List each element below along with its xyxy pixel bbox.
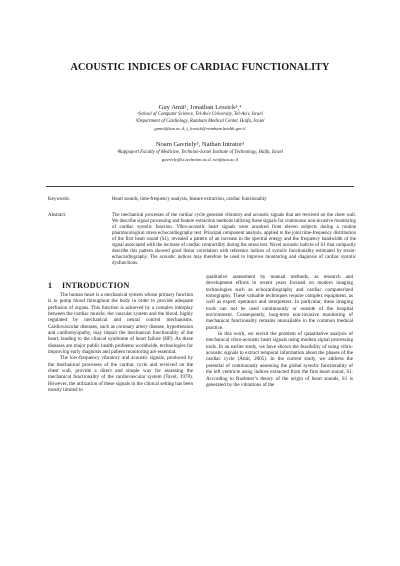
paragraph: The low-frequency vibratory and acoustic signals, produced by the mechanical processes of the cardiac cycle and received on the chest wall, provide a direct and simple way for assessing the mechanical functionality of the cardiovascular system (Tavel, 1978). However, the utilization of these signals in the clinical setting has been mostly limited to — [48, 355, 193, 394]
abstract-text: The mechanical processes of the cardiac cycle generate vibratory and acoustic signals that are received on the chest wall. We describe signal processing and feature extraction methods utilizing these signals for continuous non-invasive monitoring of cardiac systolic function. Vibro-acoustic heart signals were acquired from eleven subjects during a routine pharmacological stress echocardiography test. Principal component analysis, applied to the joint time-frequency distribution of the first heart sound (S1), revealed a pattern of an increase in the spectral energy and the frequency bandwidth of the signal associated with the increase of cardiac contractility during the stress test. Novel acoustic indices of S1 that compactly describe this pattern showed good linear correlation with reference indices of systolic functionality estimated by strain-echocardiography. The acoustic indices may therefore be used to improve monitoring and diagnosis of cardiac systolic dysfunctions. — [112, 213, 356, 267]
keywords-text: Heart sounds, time-frequency analysis, feature extraction, cardiac functionality — [112, 197, 267, 202]
left-column — [48, 292, 193, 394]
author-emails-2: gavriely@tx.technion.ac.il, nin@tau.ac.il — [161, 157, 239, 162]
affiliation-1: ¹School of Computer Science, Tel-Aviv University, Tel-Aviv, Israel — [137, 112, 263, 117]
author-emails-1: gamit@tau.ac.il, j_lessick@rambam.health.gov.il — [154, 126, 246, 131]
section-title: INTRODUCTION — [62, 281, 130, 290]
paragraph: qualitative assessment by manual methods, as research and development efforts in recent years focused on modern imaging technologies such as echocardiography and cardiac computerized tomography. These valuable techniques require complex equipment, as well as expert operators and interpreters. In particular, these imaging tools can not be used continuously or outside of the hospital environment. Consequently, long-term non-invasive monitoring of mechanical functionality remains unavailable in the common medical practice. — [206, 274, 353, 331]
affiliation-2: ²Department of Cardiology, Rambam Medical Center, Haifa, Israel — [135, 119, 265, 124]
abstract-label: Abstract: — [48, 213, 67, 218]
paragraph: In this work, we revisit the problem of quantitative analysis of mechanical vibro-acoustic heart signals using modern signal processing tools. In an earlier study, we have shown the feasibility of using vibro-acoustic signals to extract temporal information about the phases of the cardiac cycle (Amit, 2005). In the current study, we address the potential of continuously assessing the global systolic functionality of the left ventricle using indices extracted from the first heart sound, S1. According to Rushmer’s theory of the origin of heart sounds, S1 is generated by the vibrations of the — [206, 331, 353, 388]
author-names-2: Noam Gavriely³, Nathan Intrator¹ — [155, 141, 245, 148]
author-names-1: Guy Amit¹, Jonathan Lessick²ˎ³ — [158, 104, 242, 111]
paragraph: The human heart is a mechanical system whose primary function is to pump blood throughout the body in order to provide adequate perfusion of organs. This function is achieved by a complex interplay between the cardiac muscle, the vascular system and the blood, highly regulated by mechanical and neural control mechanisms. Cardiovascular diseases, such as coronary artery disease, hypertension and cardiomyopathy, may impair the mechanical functionality of the heart, leading to the clinical syndrome of heart failure (HF). As these diseases are major public health problems worldwide, technologies for improving early diagnosis and patient monitoring are essential. — [48, 292, 193, 356]
keywords-label: Keywords: — [48, 197, 70, 202]
top-rule — [46, 186, 354, 187]
section-number: 1 — [48, 281, 53, 290]
right-column — [206, 274, 353, 388]
section-heading — [48, 281, 130, 290]
affiliation-3: ³Rappaport Faculty of Medicine, Technion-Israel Institute of Technology, Haifa, Israel — [116, 150, 284, 155]
paper-title: ACOUSTIC INDICES OF CARDIAC FUNCTIONALITY — [70, 62, 330, 73]
